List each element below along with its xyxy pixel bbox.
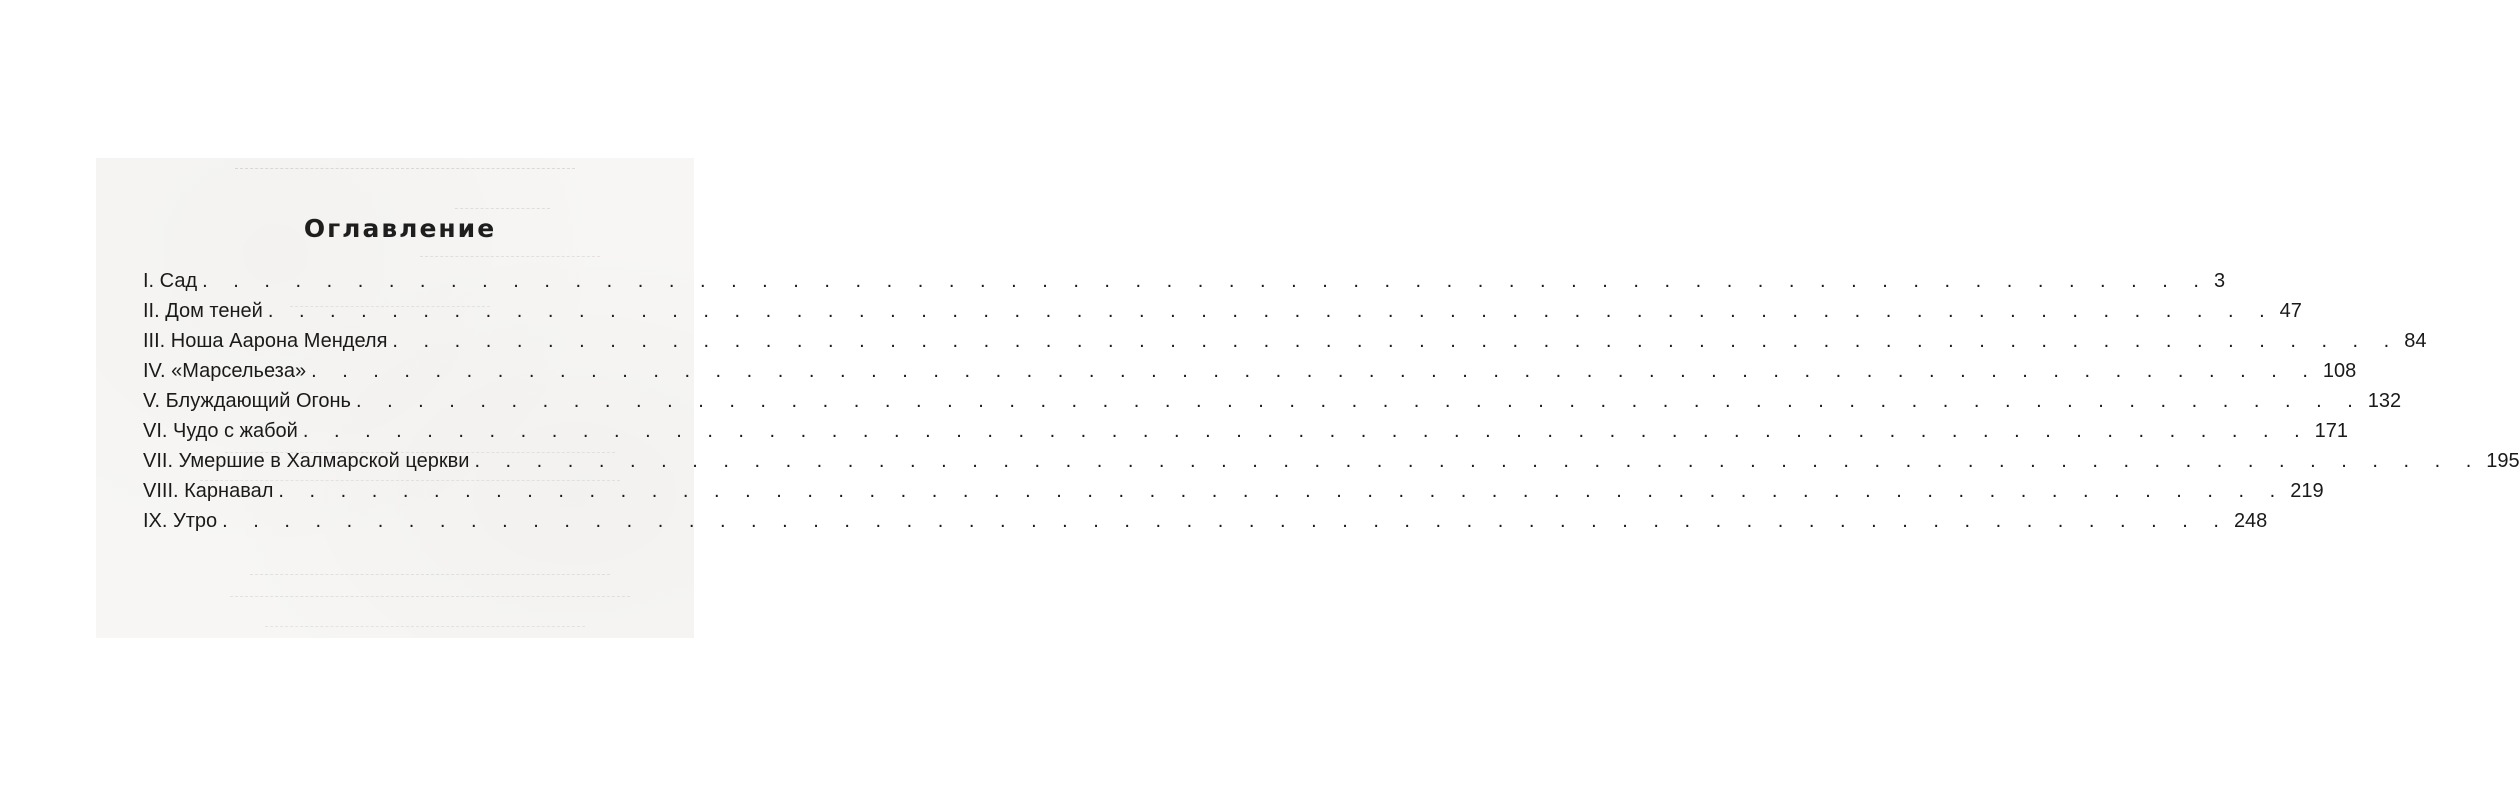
toc-entry [143,266,2226,296]
show-through-line [455,196,550,209]
table-of-contents [143,266,2520,536]
toc-entry-page: 84 [2404,330,2427,352]
toc-entry-page: 47 [2279,300,2302,322]
dot-leader: . . . . . . . . . . . . . . . . . . . . . . . . . . . . . . . . . . . . . . . . . . . . . . . . . . . . . . . . . . . . . . . . . [392,330,2400,352]
show-through-line [230,584,630,597]
toc-entry [143,416,2349,446]
toc-entry-title: VII. Умершие в Халмарской церкви [143,450,470,472]
show-through-line [265,614,585,627]
toc-entry-title: V. Блуждающий Огонь [143,390,351,412]
toc-entry-page: 248 [2233,510,2268,532]
toc-entry-page: 219 [2290,480,2324,502]
toc-entry-page: 195 [2486,450,2520,472]
dot-leader: . . . . . . . . . . . . . . . . . . . . . . . . . . . . . . . . . . . . . . . . . . . . . . . . . . . . . . . . . . . . . . . . . [311,360,2318,382]
toc-entry-title: IX. Утро [143,510,218,532]
toc-entry [143,476,2324,506]
toc-entry [143,326,2427,356]
toc-entry-title: III. Ноша Аарона Менделя [143,330,388,352]
toc-entry [143,506,2268,536]
toc-entry-page: 132 [2367,390,2402,412]
show-through-line [235,154,575,169]
toc-entry [143,296,2302,326]
toc-entry-page: 171 [2314,420,2349,442]
dot-leader: . . . . . . . . . . . . . . . . . . . . . . . . . . . . . . . . . . . . . . . . . . . . . . . . . . . . . . . . . . . . . . . . . [267,300,2275,322]
toc-entry-title: VIII. Карнавал [143,480,274,502]
show-through-line [250,562,610,575]
toc-entry-title: IV. «Марсельеза» [143,360,307,382]
toc-entry-title: I. Сад [143,270,198,292]
dot-leader: . . . . . . . . . . . . . . . . . . . . . . . . . . . . . . . . . . . . . . . . . . . . . . . . . . . . . . . . . . . . . . . . . [302,420,2310,442]
dot-leader: . . . . . . . . . . . . . . . . . . . . . . . . . . . . . . . . . . . . . . . . . . . . . . . . . . . . . . . . . . . . . . . . . [222,510,2229,532]
dot-leader: . . . . . . . . . . . . . . . . . . . . . . . . . . . . . . . . . . . . . . . . . . . . . . . . . . . . . . . . . . . . . . . . . [202,270,2209,292]
page-title: Оглавление [303,214,497,243]
toc-entry-title: II. Дом теней [143,300,263,322]
toc-entry [143,356,2357,386]
toc-entry [143,386,2402,416]
dot-leader: . . . . . . . . . . . . . . . . . . . . . . . . . . . . . . . . . . . . . . . . . . . . . . . . . . . . . . . . . . . . . . . . . [355,390,2363,412]
toc-entry [143,446,2520,476]
toc-entry-page: 108 [2322,360,2357,382]
toc-entry-title: VI. Чудо с жабой [143,420,298,442]
dot-leader: . . . . . . . . . . . . . . . . . . . . . . . . . . . . . . . . . . . . . . . . . . . . . . . . . . . . . . . . . . . . . . . . . [474,450,2482,472]
show-through-line [420,244,600,257]
toc-entry-page: 3 [2213,270,2226,292]
dot-leader: . . . . . . . . . . . . . . . . . . . . . . . . . . . . . . . . . . . . . . . . . . . . . . . . . . . . . . . . . . . . . . . . . [278,480,2286,502]
